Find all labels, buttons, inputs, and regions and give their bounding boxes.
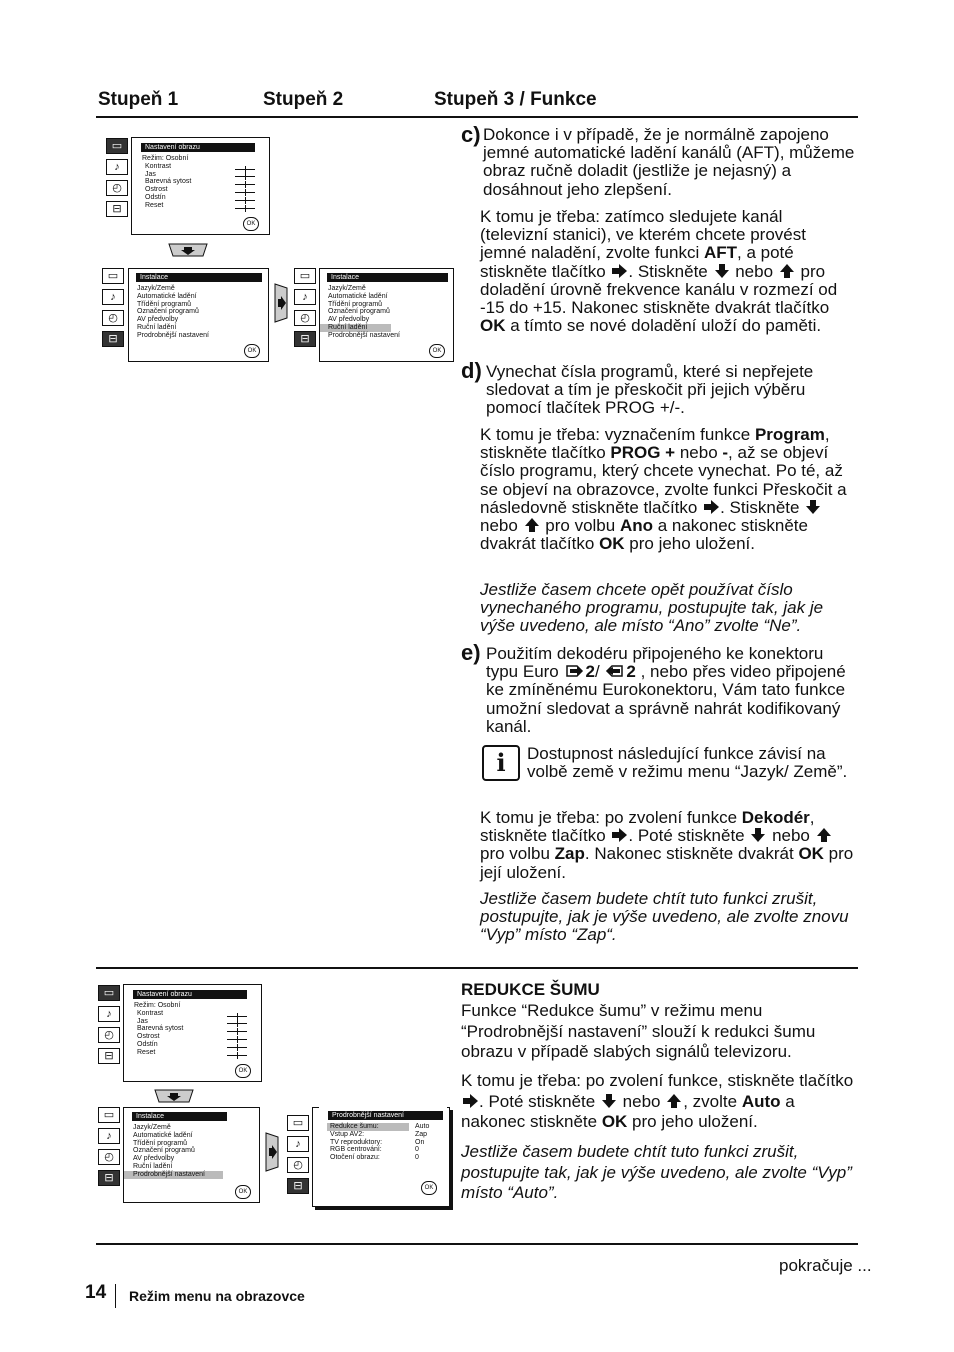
- menu-item: Vstup AV2:: [330, 1130, 365, 1138]
- menu-item: Otočení obrazu:: [330, 1154, 380, 1162]
- music-note-icon: ♪: [102, 289, 124, 305]
- menu-item: Ruční ladění: [133, 1162, 173, 1170]
- menu-item: Automatické ladění: [133, 1131, 193, 1139]
- menu-item: AV předvolby: [133, 1155, 175, 1163]
- menu-item: Kontrast: [145, 162, 172, 170]
- menu-item: Odstín: [137, 1040, 158, 1048]
- ok-button-icon: OK: [235, 1064, 251, 1078]
- menu-item: TV reproduktory:: [330, 1138, 383, 1146]
- menu-value: 0: [415, 1146, 419, 1154]
- ok-button-icon: OK: [429, 344, 445, 358]
- page-number: 14: [85, 1282, 107, 1303]
- step3-heading: Stupeň 3 / Funkce: [434, 89, 597, 110]
- menu-side-icons: [294, 268, 316, 352]
- footer-divider: [115, 1284, 116, 1308]
- menu-title: Instalace: [132, 1112, 227, 1121]
- picture-menu-1: [131, 137, 270, 235]
- menu-item: Prodrobnější nastavení: [137, 331, 209, 339]
- menu-item: Kontrast: [137, 1009, 164, 1017]
- menu-item-selected: Prodrobnější nastavení: [124, 1171, 223, 1179]
- menu-item: Jazyk/Země: [328, 285, 366, 292]
- continues-label: pokračuje ...: [779, 1256, 872, 1275]
- menu-title: Prodrobnější nastavení: [328, 1111, 443, 1120]
- install-menu-2: [319, 268, 454, 362]
- section-name: Režim menu na obrazovce: [129, 1288, 305, 1304]
- menu-item: AV předvolby: [328, 316, 370, 324]
- menu-item: Automatické ladění: [328, 292, 388, 300]
- install-menu-1: [128, 268, 269, 362]
- toolbox-icon: ⊟: [106, 201, 128, 217]
- menu-item: Třídění programů: [133, 1139, 188, 1147]
- music-note-icon: ♪: [98, 1006, 120, 1022]
- menu-item: Jas: [137, 1017, 148, 1025]
- menu-side-icons: [98, 985, 120, 1069]
- menu-title: Nastavení obrazu: [133, 990, 247, 999]
- clock-icon: ◴: [106, 180, 128, 196]
- section-d-note: Jestliže časem chcete opět používat číslo vynechaného programu, postupujte tak, jak je výše uvedeno, ale místo “Ano” zvolte “Ne”.: [480, 580, 824, 636]
- menu-item: Ostrost: [145, 186, 168, 194]
- slider: [227, 1016, 247, 1017]
- up-arrow-icon: [523, 517, 541, 533]
- menu-item: Režim: Osobní: [142, 155, 189, 162]
- ok-button-icon: OK: [243, 217, 259, 231]
- menu-item: Ostrost: [137, 1033, 160, 1041]
- section-c-instructions: K tomu je třeba: zatímco sledujete kanál (televizní stanici), ve kterém chcete provést jemné naladění, zvolte funkci AFT, a poté stiskněte tlačítko . Stiskněte nebo pro doladění úrovně frekvence kanálu v rozmezí od -15 do +15. Nakonec stiskněte dvakrát tlačítko OK a tímto se nové doladění uloží do paměti.: [480, 207, 838, 336]
- up-arrow-icon: [815, 827, 833, 843]
- menu-value: Auto: [415, 1123, 430, 1130]
- clock-icon: ◴: [98, 1149, 120, 1165]
- slider: [235, 184, 255, 185]
- section-c-intro: Dokonce i v případě, že je normálně zapojeno jemné automatické ladění kanálů (AFT), můžeme obraz ručně doladit (jestliže je nejasný) a dosáhnout jeho zlepšení.: [483, 125, 855, 199]
- slider: [227, 1055, 247, 1056]
- down-arrow-icon: [804, 499, 822, 515]
- menu-item: Označení programů: [328, 308, 390, 316]
- noise-intro: Funkce “Redukce šumu” v režimu menu “Prodrobnější nastavení” slouží k redukci šumu obrazu v případě slabých signálů televizoru.: [461, 1001, 816, 1061]
- up-arrow-icon: [778, 263, 796, 279]
- noise-note: Jestliže časem budete chtít tuto funkci zrušit, postupujte tak, jak je výše uvedeno, ale zvolte “Vyp” místo “Auto”.: [461, 1142, 852, 1202]
- down-arrow-icon: [167, 242, 209, 258]
- clock-icon: ◴: [102, 310, 124, 326]
- install-menu-3: [123, 1107, 260, 1203]
- picture-menu-2: [123, 984, 262, 1082]
- section-c-letter: c): [461, 122, 481, 147]
- music-note-icon: ♪: [294, 289, 316, 305]
- clock-icon: ◴: [287, 1157, 309, 1173]
- euro-connector-input-icon: [564, 663, 586, 679]
- slider: [235, 176, 255, 177]
- menu-value: On: [415, 1138, 425, 1146]
- section-rule: [96, 967, 858, 969]
- slider: [227, 1031, 247, 1032]
- menu-title: Instalace: [136, 273, 262, 282]
- menu-side-icons: [287, 1115, 309, 1199]
- menu-item: RGB centrování:: [330, 1146, 382, 1154]
- slider: [235, 200, 255, 201]
- right-arrow-icon: [273, 282, 289, 324]
- slider: [235, 192, 255, 193]
- right-arrow-icon: [610, 263, 628, 279]
- slider: [235, 169, 255, 170]
- tv-icon: ▭: [98, 985, 120, 1001]
- section-e-instructions: K tomu je třeba: po zvolení funkce Dekodér, stiskněte tlačítko . Poté stiskněte nebo pro volbu Zap. Nakonec stiskněte dvakrát OK pro její uložení.: [480, 808, 854, 882]
- section-d-intro: Vynechat čísla programů, které si nepřejete sledovat a tím je přeskočit při jejich výběru pomocí tlačítek PROG +/-.: [486, 362, 814, 418]
- menu-item: Reset: [145, 201, 164, 209]
- info-icon: i: [482, 745, 520, 781]
- right-arrow-icon: [461, 1093, 479, 1109]
- menu-side-icons: [102, 268, 124, 352]
- step1-heading: Stupeň 1: [98, 89, 179, 110]
- footer-rule: [96, 1243, 858, 1245]
- toolbox-icon: ⊟: [102, 331, 124, 347]
- menu-values: [415, 1123, 429, 1162]
- slider: [227, 1039, 247, 1040]
- menu-item: Režim: Osobní: [134, 1002, 181, 1009]
- section-d-instructions: K tomu je třeba: vyznačením funkce Program, stiskněte tlačítko PROG + nebo -, až se objeví číslo programu, který chcete vynechat. Po té, až se objeví na obrazovce, zvolte funkci Přeskočit a následovně stiskněte tlačítko . Stiskněte nebo pro volbu Ano a nakonec stiskněte dvakrát tlačítko OK pro jeho uložení.: [480, 425, 847, 554]
- menu-value: 0: [415, 1154, 419, 1162]
- toolbox-icon: ⊟: [98, 1048, 120, 1064]
- menu-item: Ruční ladění: [137, 323, 177, 331]
- menu-item-selected: Ruční ladění: [320, 324, 391, 332]
- tv-icon: ▭: [106, 138, 128, 154]
- toolbox-icon: ⊟: [287, 1178, 309, 1194]
- detail-menu: [319, 1107, 447, 1201]
- menu-item: Jas: [145, 170, 156, 178]
- step2-heading: Stupeň 2: [263, 89, 344, 110]
- right-arrow-icon: [610, 827, 628, 843]
- menu-title: Instalace: [327, 273, 448, 282]
- menu-item: Barevná sytost: [145, 178, 192, 186]
- menu-item: Označení programů: [137, 308, 199, 316]
- menu-item: Barevná sytost: [137, 1025, 184, 1033]
- ok-button-icon: OK: [235, 1185, 251, 1199]
- music-note-icon: ♪: [287, 1136, 309, 1152]
- down-arrow-icon: [749, 827, 767, 843]
- tv-icon: ▭: [294, 268, 316, 284]
- menu-item: Prodrobnější nastavení: [328, 331, 400, 339]
- slider: [235, 208, 255, 209]
- right-arrow-icon: [702, 499, 720, 515]
- section-e-note: Jestliže časem budete chtít tuto funkci zrušit, postupujte, jak je výše uvedeno, ale zvolte znovu “Vyp” místo “Zap“.: [480, 889, 849, 945]
- menu-item: AV předvolby: [137, 316, 179, 324]
- clock-icon: ◴: [98, 1027, 120, 1043]
- menu-item: Označení programů: [133, 1147, 195, 1155]
- header-rule: [96, 116, 858, 118]
- music-note-icon: ♪: [98, 1128, 120, 1144]
- menu-item: Reset: [137, 1048, 156, 1056]
- down-arrow-icon: [153, 1088, 195, 1104]
- tv-icon: ▭: [102, 268, 124, 284]
- noise-heading: REDUKCE ŠUMU: [461, 980, 600, 999]
- menu-item-selected: Redukce šumu:: [327, 1123, 409, 1131]
- toolbox-icon: ⊟: [98, 1170, 120, 1186]
- slider: [227, 1023, 247, 1024]
- menu-item: Třídění programů: [328, 300, 383, 308]
- tv-icon: ▭: [287, 1115, 309, 1131]
- menu-item: Třídění programů: [137, 300, 192, 308]
- slider: [227, 1047, 247, 1048]
- menu-item: Odstín: [145, 193, 166, 201]
- up-arrow-icon: [665, 1093, 683, 1109]
- toolbox-icon: ⊟: [294, 331, 316, 347]
- menu-value: Zap: [415, 1130, 428, 1138]
- menu-item: Automatické ladění: [137, 292, 197, 300]
- menu-side-icons: [106, 138, 128, 222]
- section-d-letter: d): [461, 358, 482, 383]
- tv-icon: ▭: [98, 1107, 120, 1123]
- clock-icon: ◴: [294, 310, 316, 326]
- music-note-icon: ♪: [106, 159, 128, 175]
- menu-title: Nastavení obrazu: [141, 143, 255, 152]
- section-e-letter: e): [461, 640, 481, 665]
- euro-connector-output-icon: [604, 663, 626, 679]
- menu-item: Jazyk/Země: [137, 285, 175, 292]
- right-arrow-icon: [264, 1131, 280, 1173]
- down-arrow-icon: [713, 263, 731, 279]
- ok-button-icon: OK: [421, 1181, 437, 1195]
- menu-side-icons: [98, 1107, 120, 1191]
- noise-instructions: K tomu je třeba: po zvolení funkce, stiskněte tlačítko . Poté stiskněte nebo , zvolte Auto a nakonec stiskněte OK pro jeho uložení.: [461, 1071, 854, 1131]
- menu-item: Jazyk/Země: [133, 1124, 171, 1131]
- ok-button-icon: OK: [244, 344, 260, 358]
- section-e-intro: Použitím dekodéru připojeného ke konektoru typu Euro 2/ 2 , nebo přes video připojené ke zmíněnému Eurokonektoru, Vám tato funkce umožní sledovat a správně nahrát kodifikovaný kanál.: [486, 644, 846, 736]
- down-arrow-icon: [600, 1093, 618, 1109]
- section-e-info-text: Dostupnost následující funkce závisí na volbě země v režimu menu “Jazyk/ Země”.: [527, 744, 848, 782]
